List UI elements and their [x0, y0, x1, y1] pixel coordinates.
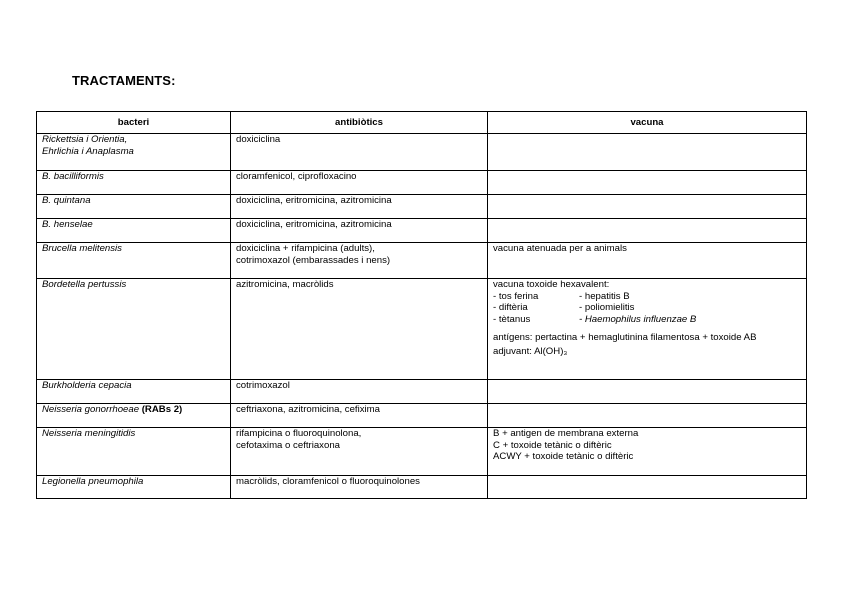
- vaccine-component: - poliomielitis: [579, 302, 635, 313]
- cell-antibiotics: macròlids, cloramfenicol o fluoroquinolones: [231, 476, 488, 499]
- table-row: [37, 428, 807, 476]
- cell-bacteri: Bordetella pertussis: [37, 279, 231, 380]
- vaccine-component: - Haemophilus influenzae B: [579, 313, 697, 325]
- cell-bacteri: Burkholderia cepacia: [37, 380, 231, 404]
- cell-vacuna: [488, 428, 807, 476]
- vacuna-line: C + toxoide tetànic o diftèric: [493, 439, 612, 451]
- vacuna-line: B + antigen de membrana externa: [493, 428, 639, 439]
- cell-bacteri: B. henselae: [37, 219, 231, 243]
- cell-antibiotics: cloramfenicol, ciprofloxacino: [231, 171, 488, 195]
- cell-antibiotics: cotrimoxazol: [231, 380, 488, 404]
- cell-antibiotics: [231, 243, 488, 279]
- cell-antibiotics: azitromicina, macròlids: [231, 279, 488, 380]
- cell-antibiotics: [231, 428, 488, 476]
- table-row: [37, 134, 807, 171]
- cell-vacuna: [488, 380, 807, 404]
- table-row: [37, 404, 807, 428]
- cell-antibiotics: ceftriaxona, azitromicina, cefixima: [231, 404, 488, 428]
- cell-antibiotics: doxiciclina: [231, 134, 488, 171]
- cell-bacteri: Brucella melitensis: [37, 243, 231, 279]
- antigens-text: antígens: pertactina + hemaglutinina filamentosa + toxoide AB: [493, 332, 757, 343]
- bacteri-line: Ehrlichia i Anaplasma: [42, 145, 134, 157]
- header-antibiotics: antibiòtics: [231, 112, 488, 134]
- vaccine-component: - hepatitis B: [579, 290, 630, 302]
- cell-vacuna: [488, 195, 807, 219]
- cell-vacuna: vacuna atenuada per a animals: [488, 243, 807, 279]
- cell-vacuna: [488, 134, 807, 171]
- vacuna-title: vacuna toxoide hexavalent:: [493, 279, 610, 290]
- cell-vacuna: [488, 219, 807, 243]
- vaccine-details: [493, 331, 801, 359]
- table-row: [37, 195, 807, 219]
- table-header-row: [37, 112, 807, 134]
- vaccine-component: - tos ferina: [493, 290, 539, 302]
- table-row: [37, 243, 807, 279]
- vaccine-components: [493, 291, 801, 326]
- table-row: [37, 219, 807, 243]
- table-row: [37, 380, 807, 404]
- bacteri-name: Neisseria gonorrhoeae: [42, 404, 140, 415]
- cell-bacteri: [37, 404, 231, 428]
- vacuna-line: ACWY + toxoide tetànic o diftèric: [493, 451, 634, 462]
- cell-antibiotics: doxiciclina, eritromicina, azitromicina: [231, 195, 488, 219]
- cell-bacteri: Neisseria meningitidis: [37, 428, 231, 476]
- vaccine-component: - diftèria: [493, 302, 528, 313]
- bacteri-note: (RABs 2): [141, 404, 183, 415]
- table-row: [37, 476, 807, 499]
- cell-vacuna: [488, 279, 807, 380]
- antibiotics-line: doxiciclina + rifampicina (adults),: [236, 243, 375, 254]
- cell-vacuna: [488, 171, 807, 195]
- antibiotics-line: cefotaxima o ceftriaxona: [236, 439, 340, 451]
- header-vacuna: vacuna: [488, 112, 807, 134]
- cell-bacteri: B. bacilliformis: [37, 171, 231, 195]
- treatments-table: [36, 111, 807, 499]
- antibiotics-line: cotrimoxazol (embarassades i nens): [236, 254, 391, 266]
- cell-antibiotics: doxiciclina, eritromicina, azitromicina: [231, 219, 488, 243]
- page-title: TRACTAMENTS:: [72, 73, 176, 88]
- antibiotics-line: rifampicina o fluoroquinolona,: [236, 428, 362, 439]
- header-bacteri: bacteri: [37, 112, 231, 134]
- adjuvant-text: adjuvant: Al(OH)₃: [493, 346, 568, 357]
- cell-bacteri: B. quintana: [37, 195, 231, 219]
- vaccine-component: - tètanus: [493, 313, 531, 325]
- cell-vacuna: [488, 476, 807, 499]
- cell-bacteri: Legionella pneumophila: [37, 476, 231, 499]
- bacteri-line: Rickettsia i Orientia,: [42, 134, 128, 145]
- cell-vacuna: [488, 404, 807, 428]
- table-row: [37, 279, 807, 380]
- table-row: [37, 171, 807, 195]
- cell-bacteri: [37, 134, 231, 171]
